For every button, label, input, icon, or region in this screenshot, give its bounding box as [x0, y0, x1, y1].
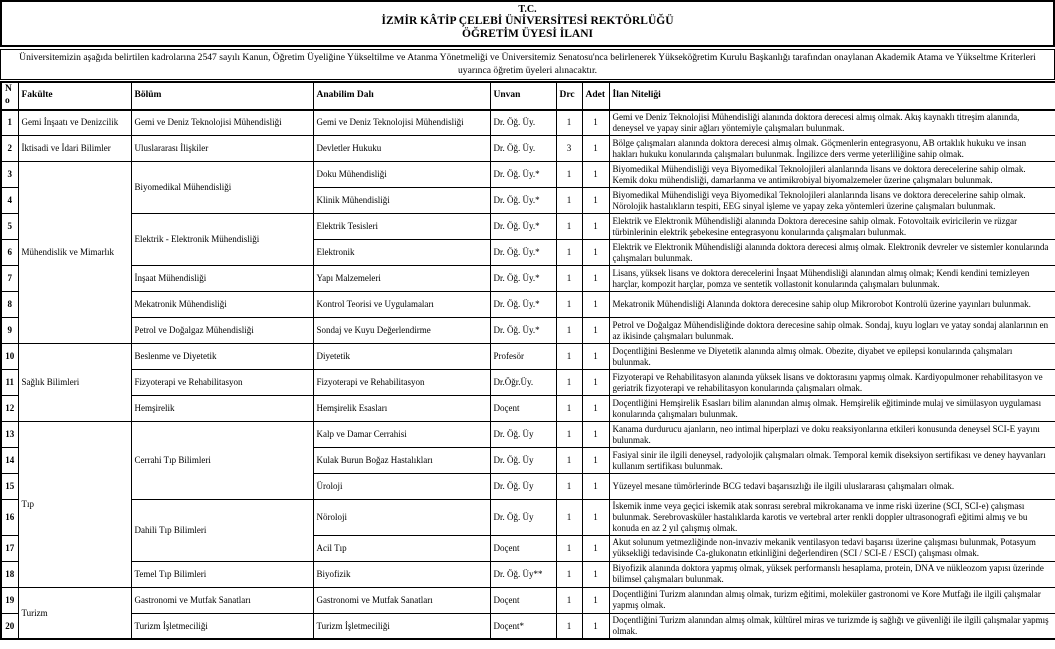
- degree-cell: 1: [556, 110, 582, 136]
- count-cell: 1: [582, 422, 609, 448]
- count-cell: 1: [582, 136, 609, 162]
- column-header-fakulte: Fakülte: [18, 82, 131, 109]
- qualification-cell: Doçentliğini Beslenme ve Diyetetik alanında almış olmak. Obezite, diyabet ve epilepsi konularında çalışmaları bulunmak.: [609, 344, 1055, 370]
- qualification-cell: Fasiyal sinir ile ilgili deneysel, radyolojik çalışmaları olmak. Temporal kemik diseksiyon sertifikası ve deney hayvanları kullanım sertifikası bulunmak.: [609, 448, 1055, 474]
- title-cell: Dr. Öğ. Üy.*: [490, 188, 556, 214]
- count-cell: 1: [582, 474, 609, 500]
- title-cell: Dr. Öğ. Üy: [490, 422, 556, 448]
- qualification-cell: Elektrik ve Elektronik Mühendisliği alanında Doktora derecesine sahip olmak. Fotovoltaik eviricilerin ve rüzgar türbinlerinin elektrik şebekesine entegrasyonu konularında çalışmaları bulunmak.: [609, 214, 1055, 240]
- count-cell: 1: [582, 535, 609, 561]
- count-cell: 1: [582, 396, 609, 422]
- count-cell: 1: [582, 561, 609, 587]
- degree-cell: 1: [556, 561, 582, 587]
- title-cell: Dr. Öğ. Üy.*: [490, 292, 556, 318]
- title-tc: T.C.: [518, 4, 537, 15]
- count-cell: 1: [582, 344, 609, 370]
- title-cell: Dr. Öğ. Üy.*: [490, 240, 556, 266]
- table-row: [1, 266, 1055, 292]
- department-cell: Temel Tıp Bilimleri: [131, 561, 313, 587]
- count-cell: 1: [582, 613, 609, 639]
- department-cell: Mekatronik Mühendisliği: [131, 292, 313, 318]
- qualification-cell: Mekatronik Mühendisliği Alanında doktora derecesine sahip olup Mikrorobot Kontrolü üzerine yayınları bulunmak.: [609, 292, 1055, 318]
- title-cell: Dr.Öğr.Üy.: [490, 370, 556, 396]
- row-number: 4: [1, 188, 18, 214]
- table-row: [1, 162, 1055, 188]
- row-number: 18: [1, 561, 18, 587]
- qualification-cell: İskemik inme veya geçici iskemik atak sonrası serebral mikrokanama ve inme riski üzerine (SCI, SCI-e) çalışması bulunmak. Serebrovasküler hastalıklarda karotis ve vertebral arter renkli doppler ultrasonografi eğitimi almış ve bu konuda en az 2 yıl çalışmış olmak.: [609, 500, 1055, 536]
- discipline-cell: Hemşirelik Esasları: [313, 396, 490, 422]
- degree-cell: 1: [556, 587, 582, 613]
- degree-cell: 1: [556, 474, 582, 500]
- discipline-cell: Doku Mühendisliği: [313, 162, 490, 188]
- table-row: [1, 370, 1055, 396]
- column-header-no: No: [1, 82, 18, 109]
- qualification-cell: Biyofizik alanında doktora yapmış olmak, yüksek performanslı hesaplama, protein, DNA ve nükleozom yapısı üzerinde bilimsel çalışmaları bulunmak.: [609, 561, 1055, 587]
- column-header-unvan: Unvan: [490, 82, 556, 109]
- title-cell: Dr. Öğ. Üy.*: [490, 318, 556, 344]
- department-cell: Fizyoterapi ve Rehabilitasyon: [131, 370, 313, 396]
- column-header-adet: Adet: [582, 82, 609, 109]
- department-cell: İnşaat Mühendisliği: [131, 266, 313, 292]
- discipline-cell: Üroloji: [313, 474, 490, 500]
- count-cell: 1: [582, 110, 609, 136]
- count-cell: 1: [582, 448, 609, 474]
- row-number: 7: [1, 266, 18, 292]
- title-cell: Dr. Öğ. Üy.*: [490, 214, 556, 240]
- row-number: 6: [1, 240, 18, 266]
- row-number: 9: [1, 318, 18, 344]
- degree-cell: 1: [556, 292, 582, 318]
- title-university: İZMİR KÂTİP ÇELEBİ ÜNİVERSİTESİ REKTÖRLÜĞÜ: [381, 15, 674, 27]
- intro-paragraph: Üniversitemizin aşağıda belirtilen kadrolarına 2547 sayılı Kanun, Öğretim Üyeliğine Yükseltilme ve Atanma Yönetmeliği ve Üniversitemiz Senatosu'nca belirlenerek Yükseköğretim Kurulu Başkanlığı tarafından onaylanan Akademik Atama ve Yükseltme Kriterleri uyarınca öğretim üyeleri alınacaktır.: [0, 49, 1055, 80]
- table-row: [1, 110, 1055, 136]
- discipline-cell: Diyetetik: [313, 344, 490, 370]
- qualification-cell: Elektrik ve Elektronik Mühendisliği alanında doktora derecesi almış olmak. Elektronik devreler ve sistemler konularında çalışmaları bulunmak.: [609, 240, 1055, 266]
- qualification-cell: Doçentliğini Turizm alanından almış olmak, turizm eğitimi, moleküler gastronomi ve Kore Mutfağı ile ilgili çalışmalar yapmış olmak.: [609, 587, 1055, 613]
- discipline-cell: Nöroloji: [313, 500, 490, 536]
- qualification-cell: Biyomedikal Mühendisliği veya Biyomedikal Teknolojileri alanlarında lisans ve doktora derecelerine sahip olmak. Nörolojik hastalıkların tespiti, EEG sinyal işleme ve yapay zeka yöntemleri üzerine çalışmaları bulunmak.: [609, 188, 1055, 214]
- count-cell: 1: [582, 162, 609, 188]
- discipline-cell: Klinik Mühendisliği: [313, 188, 490, 214]
- title-cell: Dr. Öğ. Üy.*: [490, 266, 556, 292]
- faculty-cell: İktisadi ve İdari Bilimler: [18, 136, 131, 162]
- discipline-cell: Turizm İşletmeciliği: [313, 613, 490, 639]
- department-cell: Uluslararası İlişkiler: [131, 136, 313, 162]
- column-header-ilan-niteligi: İlan Niteliği: [609, 82, 1055, 109]
- row-number: 2: [1, 136, 18, 162]
- row-number: 13: [1, 422, 18, 448]
- qualification-cell: Doçentliğini Turizm alanından almış olmak, kültürel miras ve turizmde iş sağlığı ve güvenliği ile ilgili çalışmalar yapmış olmak.: [609, 613, 1055, 639]
- degree-cell: 1: [556, 422, 582, 448]
- table-row: [1, 344, 1055, 370]
- table-row: [1, 136, 1055, 162]
- column-header-drc: Drc: [556, 82, 582, 109]
- table-row: [1, 396, 1055, 422]
- title-cell: Dr. Öğ. Üy.*: [490, 162, 556, 188]
- degree-cell: 1: [556, 188, 582, 214]
- faculty-cell: Sağlık Bilimleri: [18, 344, 131, 422]
- qualification-cell: Petrol ve Doğalgaz Mühendisliğinde doktora derecesine sahip olmak. Sondaj, kuyu logları ve yatay sondaj alanlarının en az ikisinde çalışmaları bulunmak.: [609, 318, 1055, 344]
- department-cell: Hemşirelik: [131, 396, 313, 422]
- row-number: 10: [1, 344, 18, 370]
- department-cell: Gemi ve Deniz Teknolojisi Mühendisliği: [131, 110, 313, 136]
- qualification-cell: Kanama durdurucu ajanların, neo intimal hiperplazi ve doku reaksiyonlarına etkileri konusunda deneysel SCI-E yayını bulunmak.: [609, 422, 1055, 448]
- title-cell: Dr. Öğ. Üy.: [490, 110, 556, 136]
- row-number: 16: [1, 500, 18, 536]
- count-cell: 1: [582, 587, 609, 613]
- degree-cell: 1: [556, 162, 582, 188]
- count-cell: 1: [582, 266, 609, 292]
- row-number: 17: [1, 535, 18, 561]
- count-cell: 1: [582, 318, 609, 344]
- row-number: 15: [1, 474, 18, 500]
- title-cell: Doçent: [490, 535, 556, 561]
- title-cell: Doçent*: [490, 613, 556, 639]
- count-cell: 1: [582, 500, 609, 536]
- discipline-cell: Elektronik: [313, 240, 490, 266]
- degree-cell: 1: [556, 266, 582, 292]
- department-cell: Dahili Tıp Bilimleri: [131, 500, 313, 562]
- title-cell: Dr. Öğ. Üy**: [490, 561, 556, 587]
- table-row: [1, 613, 1055, 639]
- department-cell: Biyomedikal Mühendisliği: [131, 162, 313, 214]
- title-cell: Dr. Öğ. Üy: [490, 474, 556, 500]
- faculty-cell: Tıp: [18, 422, 131, 588]
- table-header-row: [1, 82, 1055, 109]
- title-cell: Dr. Öğ. Üy: [490, 500, 556, 536]
- table-row: [1, 500, 1055, 536]
- discipline-cell: Biyofizik: [313, 561, 490, 587]
- row-number: 1: [1, 110, 18, 136]
- row-number: 14: [1, 448, 18, 474]
- title-announcement: ÖĞRETİM ÜYESİ İLANI: [462, 28, 593, 41]
- department-cell: Cerrahi Tıp Bilimleri: [131, 422, 313, 500]
- count-cell: 1: [582, 292, 609, 318]
- discipline-cell: Yapı Malzemeleri: [313, 266, 490, 292]
- count-cell: 1: [582, 240, 609, 266]
- department-cell: Gastronomi ve Mutfak Sanatları: [131, 587, 313, 613]
- qualification-cell: Bölge çalışmaları alanında doktora derecesi almış olmak. Göçmenlerin entegrasyonu, AB ortaklık hukuku ve insan hakları hukuku konularında çalışmaları bulunmak. İngilizce ders verme yeterliliğine sahip olmak.: [609, 136, 1055, 162]
- degree-cell: 3: [556, 136, 582, 162]
- table-row: [1, 561, 1055, 587]
- qualification-cell: Fizyoterapi ve Rehabilitasyon alanında yüksek lisans ve doktorasını yapmış olmak. Kardiyopulmoner rehabilitasyon ve geriatrik fizyoterapi ve rehabilitasyon konularında çalışmaları olmak.: [609, 370, 1055, 396]
- table-row: [1, 214, 1055, 240]
- document-title-block: [0, 0, 1055, 47]
- department-cell: Elektrik - Elektronik Mühendisliği: [131, 214, 313, 266]
- count-cell: 1: [582, 188, 609, 214]
- degree-cell: 1: [556, 344, 582, 370]
- discipline-cell: Kalp ve Damar Cerrahisi: [313, 422, 490, 448]
- degree-cell: 1: [556, 370, 582, 396]
- column-header-anabilim-dali: Anabilim Dalı: [313, 82, 490, 109]
- table-row: [1, 422, 1055, 448]
- qualification-cell: Lisans, yüksek lisans ve doktora derecelerini İnşaat Mühendisliği alanından almış olmak; Kendi kendini temizleyen harçlar, kompozit harçlar, pomza ve sentetik vollastonit konularında çalışmaları bulunmak.: [609, 266, 1055, 292]
- department-cell: Turizm İşletmeciliği: [131, 613, 313, 639]
- discipline-cell: Sondaj ve Kuyu Değerlendirme: [313, 318, 490, 344]
- row-number: 12: [1, 396, 18, 422]
- degree-cell: 1: [556, 448, 582, 474]
- degree-cell: 1: [556, 240, 582, 266]
- table-body: [1, 110, 1055, 640]
- row-number: 8: [1, 292, 18, 318]
- discipline-cell: Devletler Hukuku: [313, 136, 490, 162]
- qualification-cell: Gemi ve Deniz Teknolojisi Mühendisliği alanında doktora derecesi almış olmak. Akış kaynaklı titreşim alanında, deneysel ve yapay sinir ağları yöntemiyle çalışmaları bulunmak.: [609, 110, 1055, 136]
- degree-cell: 1: [556, 535, 582, 561]
- discipline-cell: Kulak Burun Boğaz Hastalıkları: [313, 448, 490, 474]
- qualification-cell: Yüzeyel mesane tümörlerinde BCG tedavi başarısızlığı ile ilgili uluslararası çalışmaları olmak.: [609, 474, 1055, 500]
- discipline-cell: Kontrol Teorisi ve Uygulamaları: [313, 292, 490, 318]
- title-cell: Dr. Öğ. Üy.: [490, 136, 556, 162]
- degree-cell: 1: [556, 396, 582, 422]
- degree-cell: 1: [556, 613, 582, 639]
- positions-table: [0, 81, 1055, 640]
- row-number: 19: [1, 587, 18, 613]
- discipline-cell: Elektrik Tesisleri: [313, 214, 490, 240]
- title-cell: Doçent: [490, 396, 556, 422]
- row-number: 5: [1, 214, 18, 240]
- table-row: [1, 292, 1055, 318]
- degree-cell: 1: [556, 318, 582, 344]
- row-number: 11: [1, 370, 18, 396]
- title-cell: Dr. Öğ. Üy: [490, 448, 556, 474]
- faculty-cell: Mühendislik ve Mimarlık: [18, 162, 131, 344]
- qualification-cell: Biyomedikal Mühendisliği veya Biyomedikal Teknolojileri alanlarında lisans ve doktora derecelerine sahip olmak. Kemik doku mühendisliği, damarlanma ve antimikrobiyal biyomalzemeler üzerine çalışmaları bulunmak.: [609, 162, 1055, 188]
- department-cell: Petrol ve Doğalgaz Mühendisliği: [131, 318, 313, 344]
- qualification-cell: Doçentliğini Hemşirelik Esasları bilim alanından almış olmak. Hemşirelik eğitiminde mulaj ve simülasyon uygulaması konularında çalışmaları bulunmak.: [609, 396, 1055, 422]
- count-cell: 1: [582, 214, 609, 240]
- title-cell: Profesör: [490, 344, 556, 370]
- qualification-cell: Akut solunum yetmezliğinde non-invaziv mekanik ventilasyon tedavi başarısı üzerine çalışması bulunmak, Potasyum yüksekliği tedavisinde Ca-glukonatın etkinliğini değerlendiren (SCI / SCI-E / ESCI) çalışması olmak.: [609, 535, 1055, 561]
- row-number: 3: [1, 162, 18, 188]
- faculty-cell: Turizm: [18, 587, 131, 639]
- count-cell: 1: [582, 370, 609, 396]
- table-row: [1, 587, 1055, 613]
- row-number: 20: [1, 613, 18, 639]
- table-row: [1, 318, 1055, 344]
- discipline-cell: Gemi ve Deniz Teknolojisi Mühendisliği: [313, 110, 490, 136]
- column-header-bolum: Bölüm: [131, 82, 313, 109]
- discipline-cell: Acil Tıp: [313, 535, 490, 561]
- discipline-cell: Fizyoterapi ve Rehabilitasyon: [313, 370, 490, 396]
- degree-cell: 1: [556, 500, 582, 536]
- degree-cell: 1: [556, 214, 582, 240]
- discipline-cell: Gastronomi ve Mutfak Sanatları: [313, 587, 490, 613]
- title-cell: Doçent: [490, 587, 556, 613]
- faculty-cell: Gemi İnşaatı ve Denizcilik: [18, 110, 131, 136]
- department-cell: Beslenme ve Diyetetik: [131, 344, 313, 370]
